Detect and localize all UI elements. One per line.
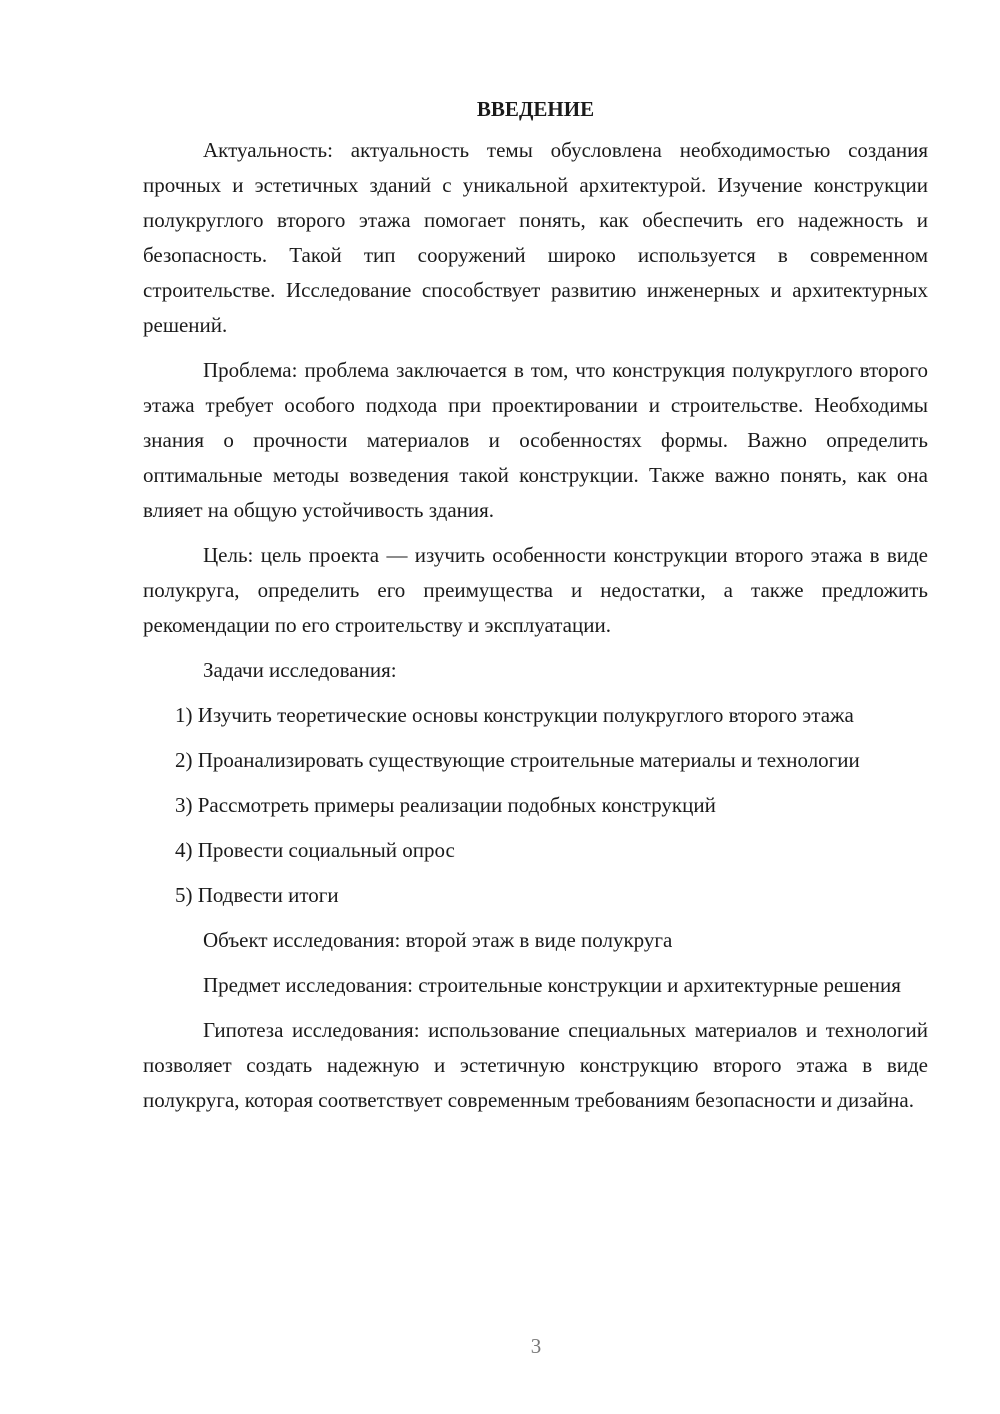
paragraph-subject: Предмет исследования: строительные конструкции и архитектурные решения — [203, 973, 901, 997]
task-item-1: 1) Изучить теоретические основы конструкции полукруглого второго этажа — [175, 703, 854, 727]
paragraph-relevance: Актуальность: актуальность темы обусловлена необходимостью создания прочных и эстетичных зданий с уникальной архитектурой. Изучение конструкции полукруглого второго этажа помогает понять, как обеспечить его надежность и безопасность. Такой тип сооружений широко используется в современном строительстве. Исследование способствует развитию инженерных и архитектурных решений. — [143, 138, 928, 337]
page-content — [143, 92, 928, 1128]
tasks-heading: Задачи исследования: — [203, 658, 397, 682]
task-item-2: 2) Проанализировать существующие строительные материалы и технологии — [175, 748, 860, 772]
task-item-5: 5) Подвести итоги — [175, 883, 339, 907]
task-item-4: 4) Провести социальный опрос — [175, 838, 455, 862]
task-item-3: 3) Рассмотреть примеры реализации подобных конструкций — [175, 793, 716, 817]
paragraph-goal: Цель: цель проекта — изучить особенности конструкции второго этажа в виде полукруга, определить его преимущества и недостатки, а также предложить рекомендации по его строительству и эксплуатации. — [143, 543, 928, 637]
paragraph-hypothesis: Гипотеза исследования: использование специальных материалов и технологий позволяет создать надежную и эстетичную конструкцию второго этажа в виде полукруга, которая соответствует современным требованиям безопасности и дизайна. — [143, 1018, 928, 1112]
page-title: ВВЕДЕНИЕ — [476, 97, 595, 121]
page-number: 3 — [530, 1334, 542, 1358]
paragraph-problem: Проблема: проблема заключается в том, что конструкция полукруглого второго этажа требует особого подхода при проектировании и строительстве. Необходимы знания о прочности материалов и особенностях формы. Важно определить оптимальные методы возведения такой конструкции. Также важно понять, как она влияет на общую устойчивость здания. — [143, 358, 928, 522]
paragraph-object: Объект исследования: второй этаж в виде полукруга — [203, 928, 673, 952]
